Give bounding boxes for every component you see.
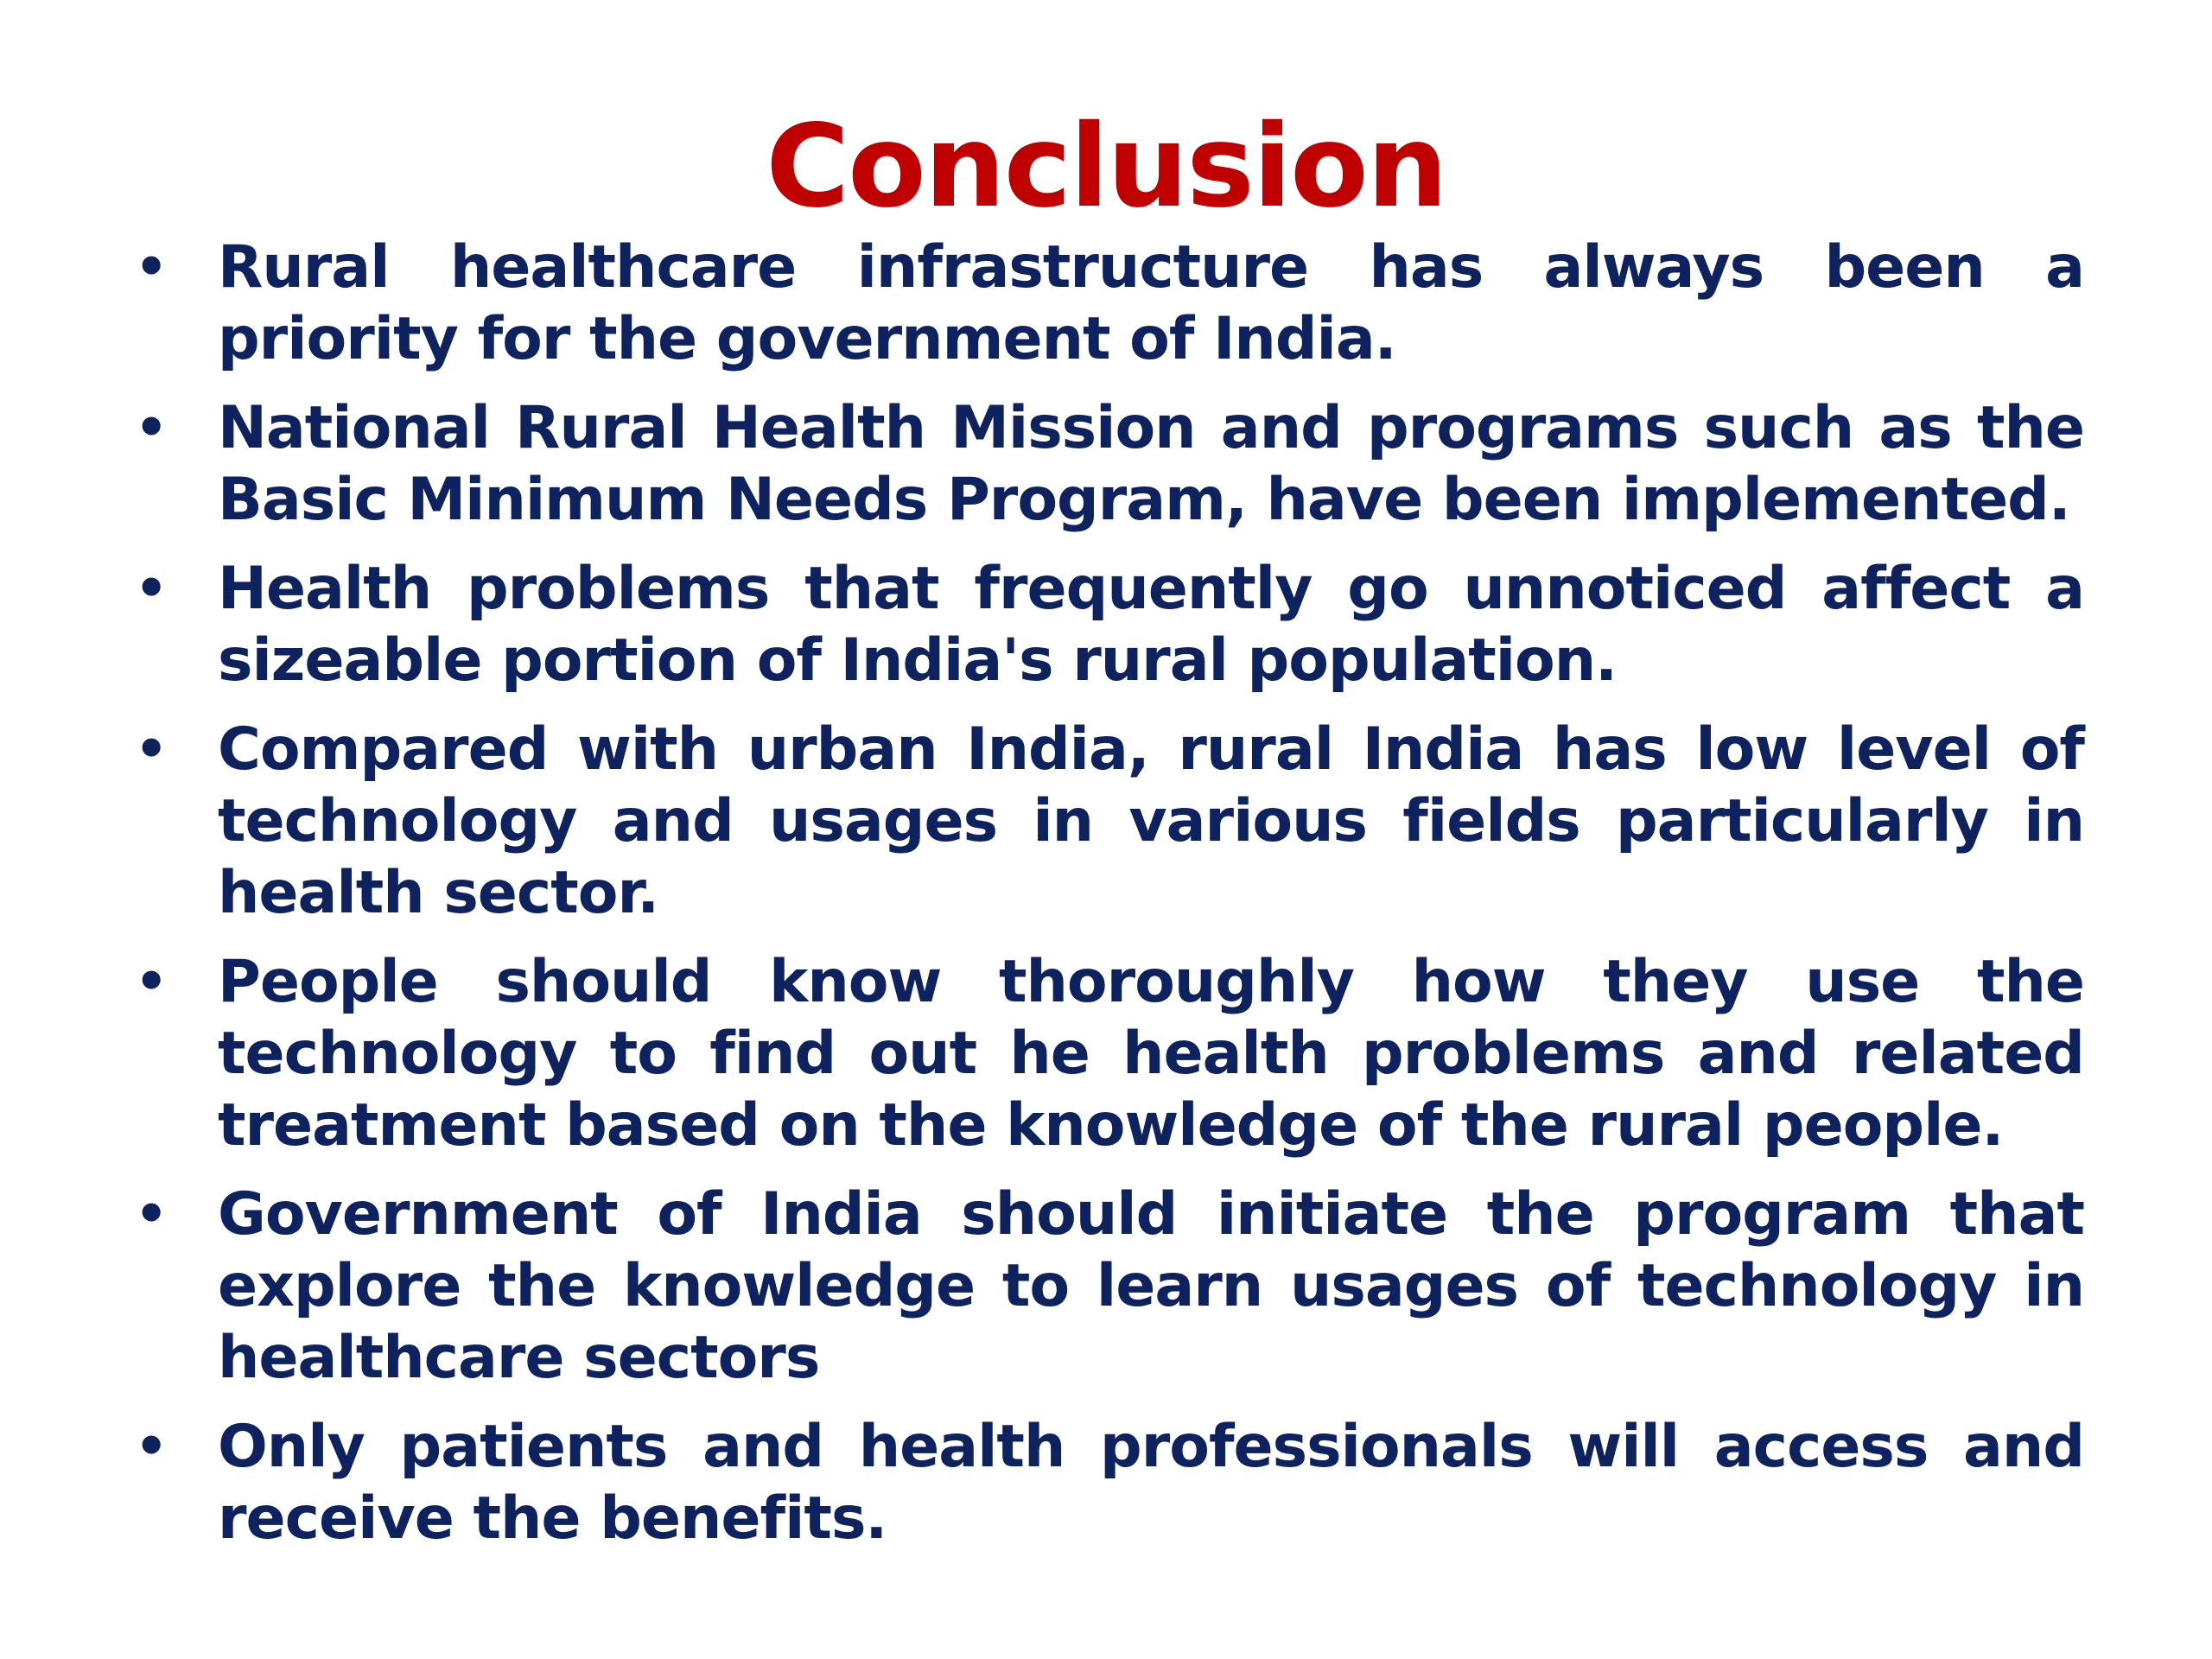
- bullet-text: Compared with urban India, rural India has low level of technology and usages in various fields particularly in health sector.: [218, 715, 2084, 927]
- bullet-item: [135, 392, 2084, 536]
- bullet-text: Government of India should initiate the program that explore the knowledge to learn usages of technology in healthcare sectors: [218, 1180, 2084, 1392]
- bullet-text: National Rural Health Mission and programs such as the Basic Minimum Needs Program, have been implemented.: [218, 394, 2084, 534]
- bullet-item: [135, 1179, 2084, 1394]
- bullet-text: Only patients and health professionals will access and receive the benefits.: [218, 1413, 2084, 1553]
- bullet-item: [135, 553, 2084, 696]
- slide-title: Conclusion: [766, 100, 1446, 233]
- bullet-item: [135, 714, 2084, 929]
- bullet-list: [135, 232, 2084, 1572]
- bullet-icon: •: [135, 1416, 168, 1477]
- bullet-text: People should know thoroughly how they use the technology to find out he health problems and related treatment based on the knowledge of the rural people.: [218, 948, 2084, 1160]
- bullet-item: [135, 946, 2084, 1161]
- bullet-item: [135, 1411, 2084, 1554]
- bullet-icon: •: [135, 1184, 168, 1244]
- bullet-icon: •: [135, 237, 168, 297]
- bullet-item: [135, 232, 2084, 375]
- bullet-icon: •: [135, 719, 168, 779]
- bullet-icon: •: [135, 558, 168, 619]
- bullet-icon: •: [135, 951, 168, 1012]
- bullet-icon: •: [135, 397, 168, 458]
- bullet-text: Health problems that frequently go unnoticed affect a sizeable portion of India's rural population.: [218, 555, 2084, 695]
- bullet-text: Rural healthcare infrastructure has always been a priority for the government of India.: [218, 233, 2084, 373]
